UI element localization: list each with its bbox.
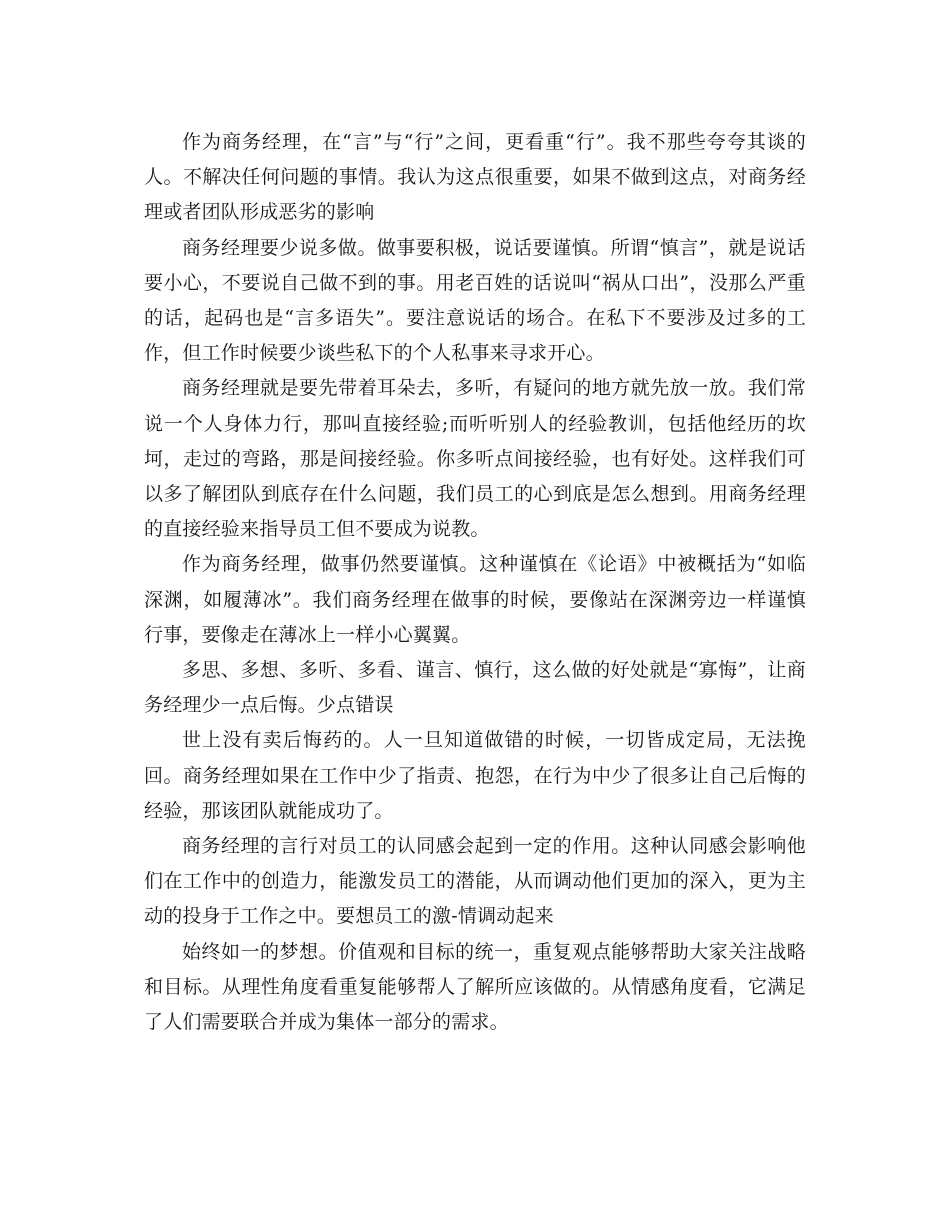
paragraph-6: 世上没有卖后悔药的。人一旦知道做错的时候，一切皆成定局，无法挽回。商务经理如果在工作中少了指责、抱怨，在行为中少了很多让自己后悔的经验，那该团队就能成功了。 <box>144 729 806 822</box>
document-body <box>144 125 806 1040</box>
paragraph-3: 商务经理就是要先带着耳朵去，多听，有疑问的地方就先放一放。我们常说一个人身体力行，那叫直接经验;而听听别人的经验教训，包括他经历的坎坷，走过的弯路，那是间接经验。你多听点间接经验，也有好处。这样我们可以多了解团队到底存在什么问题，我们员工的心到底是怎么想到。用商务经理的直接经验来指导员工但不要成为说教。 <box>144 377 806 541</box>
paragraph-8: 始终如一的梦想。价值观和目标的统一，重复观点能够帮助大家关注战略和目标。从理性角度看重复能够帮人了解所应该做的。从情感角度看，它满足了人们需要联合并成为集体一部分的需求。 <box>144 940 806 1034</box>
paragraph-5: 多思、多想、多听、多看、谨言、慎行，这么做的好处就是“寡悔”，让商务经理少一点后悔。少点错误 <box>144 659 806 717</box>
paragraph-7: 商务经理的言行对员工的认同感会起到一定的作用。这种认同感会影响他们在工作中的创造力，能激发员工的潜能，从而调动他们更加的深入，更为主动的投身于工作之中。要想员工的激-情调动起来 <box>144 835 806 928</box>
paragraph-1: 作为商务经理，在“言”与“行”之间，更看重“行”。我不那些夸夸其谈的人。不解决任何问题的事情。我认为这点很重要，如果不做到这点，对商务经理或者团队形成恶劣的影响 <box>144 131 806 224</box>
paragraph-4: 作为商务经理，做事仍然要谨慎。这种谨慎在《论语》中被概括为“如临深渊，如履薄冰”。我们商务经理在做事的时候，要像站在深渊旁边一样谨慎行事，要像走在薄冰上一样小心翼翼。 <box>144 553 806 646</box>
paragraph-2: 商务经理要少说多做。做事要积极，说话要谨慎。所谓“慎言”，就是说话要小心，不要说自己做不到的事。用老百姓的话说叫“祸从口出”，没那么严重的话，起码也是“言多语失”。要注意说话的场合。在私下不要涉及过多的工作，但工作时候要少谈些私下的个人私事来寻求开心。 <box>144 236 806 365</box>
